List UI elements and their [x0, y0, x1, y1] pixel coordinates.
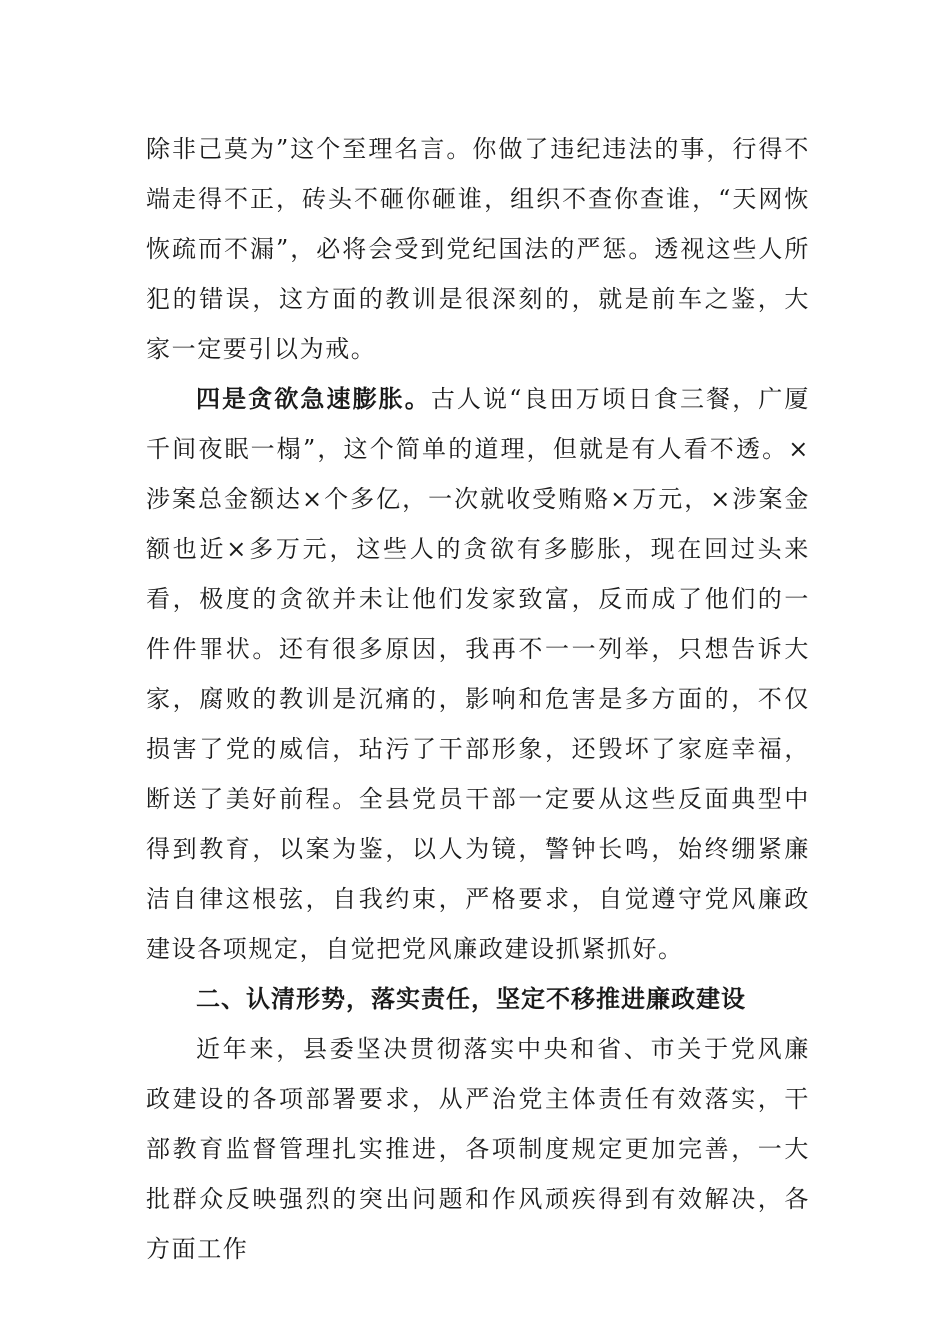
paragraph-continued: 除非己莫为”这个至理名言。你做了违纪违法的事，行得不端走得不正，砖头不砸你砸谁，组织不查你查谁，“天网恢恢疏而不漏”，必将会受到党纪国法的严惩。透视这些人所犯的错误，这方面的教训是很深刻的，就是前车之鉴，大家一定要引以为戒。: [146, 135, 810, 363]
point-four-lead: 四是贪欲急速膨胀。: [196, 385, 431, 413]
section-two-heading: 二、认清形势，落实责任，坚定不移推进廉政建设: [196, 985, 746, 1013]
section-two-paragraph: 近年来，县委坚决贯彻落实中央和省、市关于党风廉政建设的各项部署要求，从严治党主体责任有效落实，干部教育监督管理扎实推进，各项制度规定更加完善，一大批群众反映强烈的突出问题和作风顽疾得到有效解决，各方面工作: [146, 1035, 810, 1263]
point-four-body: 古人说“良田万顷日食三餐，广厦千间夜眠一榻”，这个简单的道理，但就是有人看不透。×涉案总金额达×个多亿，一次就收受贿赂×万元，×涉案金额也近×多万元，这些人的贪欲有多膨胀，现在回过头来看，极度的贪欲并未让他们发家致富，反而成了他们的一件件罪状。还有很多原因，我再不一一列举，只想告诉大家，腐败的教训是沉痛的，影响和危害是多方面的，不仅损害了党的威信，玷污了干部形象，还毁坏了家庭幸福，断送了美好前程。全县党员干部一定要从这些反面典型中得到教育，以案为鉴，以人为镜，警钟长鸣，始终绷紧廉洁自律这根弦，自我约束，严格要求，自觉遵守党风廉政建设各项规定，自觉把党风廉政建设抓紧抓好。: [146, 385, 810, 963]
document-body: [146, 124, 810, 1274]
paragraph-point-four: [146, 374, 810, 974]
